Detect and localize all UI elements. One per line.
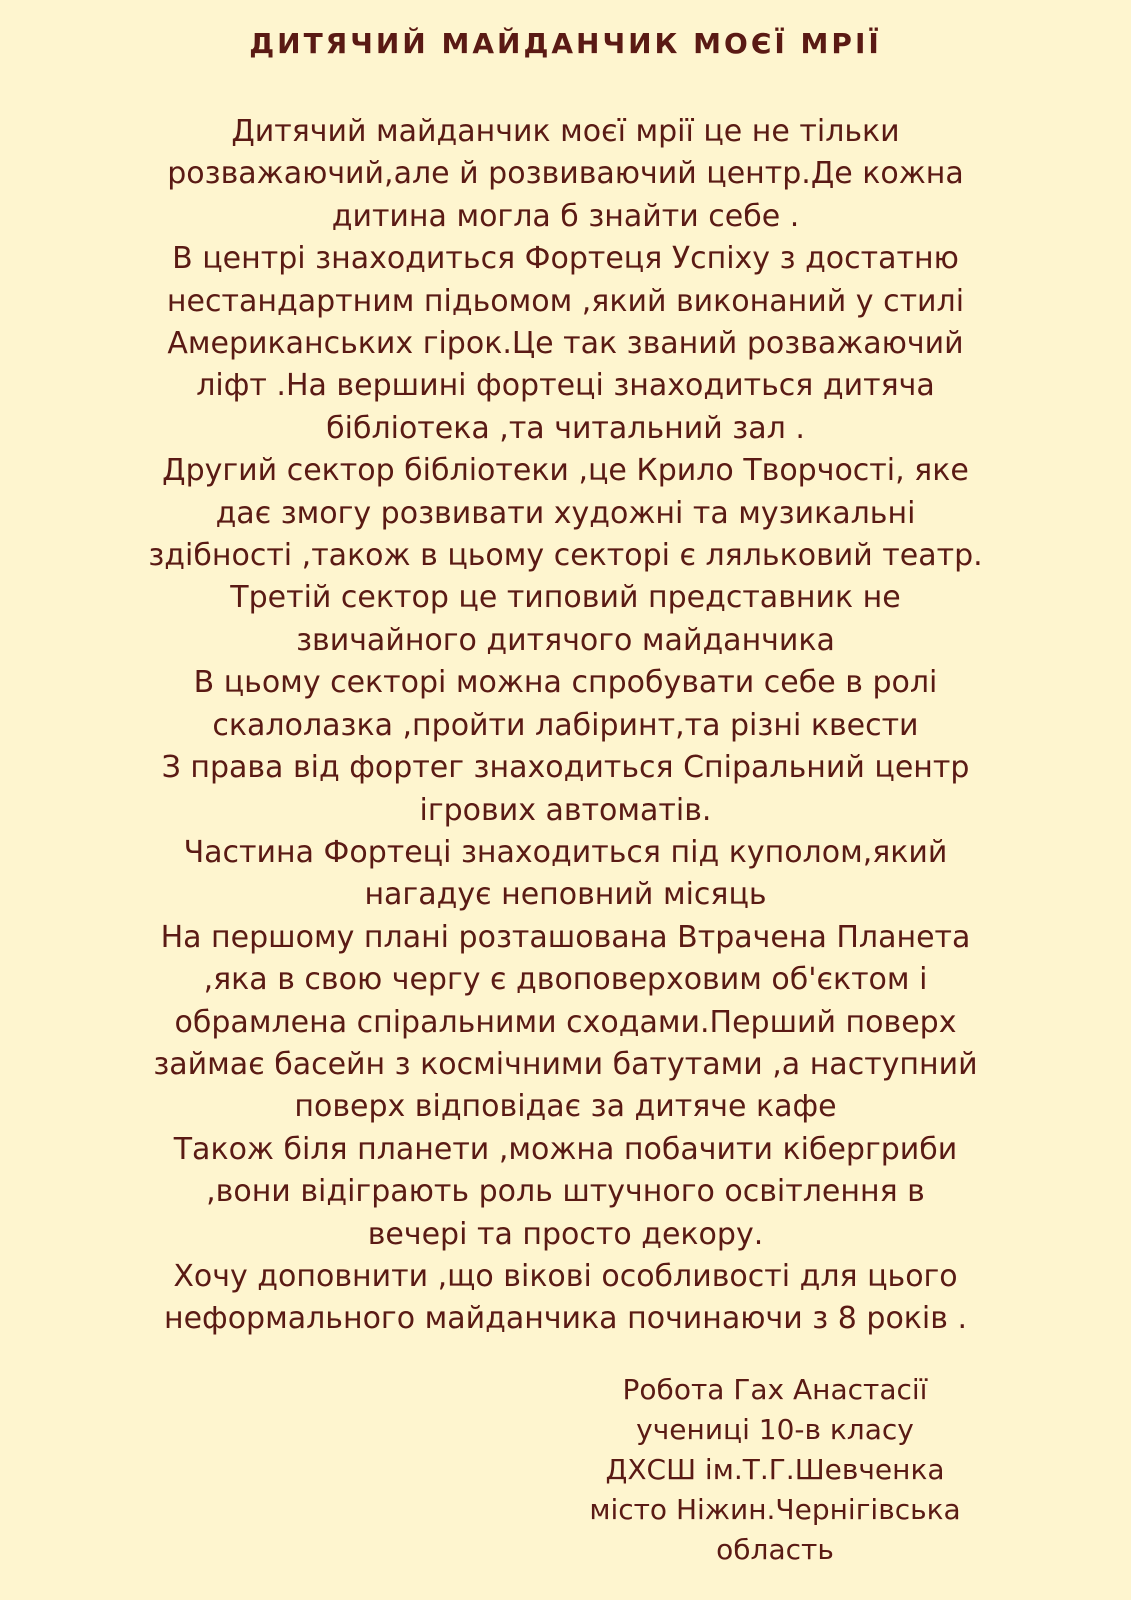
body-line: розважаючий,але й розвиваючий центр.Де кожна xyxy=(167,156,964,192)
body-line: Американських гірок.Це так званий розважаючий xyxy=(167,326,964,362)
body-line: займає басейн з космічними батутами ,а наступний xyxy=(153,1046,978,1082)
body-line: ,яка в свою чергу є двоповерховим обꞌєктом і xyxy=(203,962,928,998)
body-line: З права від фортег знаходиться Спіральний центр xyxy=(161,750,970,786)
body-line: дитина могла б знайти себе . xyxy=(331,198,800,234)
signature-line: ДХСШ ім.Т.Г.Шевченка xyxy=(605,1453,945,1486)
body-line: Третій сектор це типовий представник не xyxy=(230,580,901,616)
author-signature xyxy=(545,1370,1005,1570)
document-title: ДИТЯЧИЙ МАЙДАНЧИК МОЄЇ МРІЇ xyxy=(249,27,882,60)
signature-line: учениці 10-в класу xyxy=(636,1413,914,1446)
body-line: Частина Фортеці знаходиться під куполом,який xyxy=(183,834,948,870)
body-line: вечері та просто декору. xyxy=(367,1216,764,1252)
body-line: В центрі знаходиться Фортеця Успіху з достатню xyxy=(172,241,959,277)
body-line: ліфт .На вершині фортеці знаходиться дитяча xyxy=(196,368,935,404)
body-line: нагадує неповний місяць xyxy=(364,877,767,913)
body-line: ігрових автоматів. xyxy=(419,792,712,828)
signature-line: область xyxy=(716,1533,834,1566)
body-line: Хочу доповнити ,що вікові особливості для цього xyxy=(173,1258,958,1294)
body-line: здібності ,також в цьому секторі є ляльковий театр. xyxy=(148,538,983,574)
body-line: Другий сектор бібліотеки ,це Крило Творчості, яке xyxy=(162,453,969,489)
body-line: дає змогу розвивати художні та музикальні xyxy=(215,495,916,531)
body-line: неформального майданчика починаючи з 8 років . xyxy=(163,1301,968,1337)
body-line: Також біля планети ,можна побачити кібергриби xyxy=(173,1131,958,1167)
body-line: бібліотека ,та читальний зал . xyxy=(326,410,805,446)
body-line: скалолазка ,пройти лабіринт,та різні квести xyxy=(212,707,919,743)
signature-line: місто Ніжин.Чернігівська xyxy=(589,1493,961,1526)
body-line: звичайного дитячого майданчика xyxy=(296,622,835,658)
body-line: В цьому секторі можна спробувати себе в ролі xyxy=(193,665,938,701)
body-line: ,вони відіграють роль штучного освітлення в xyxy=(206,1174,925,1210)
body-line: обрамлена спіральними сходами.Перший поверх xyxy=(174,1004,957,1040)
signature-line: Робота Гах Анастасії xyxy=(622,1373,928,1406)
essay-body xyxy=(100,111,1031,1341)
body-line: На першому плані розташована Втрачена Планета xyxy=(160,919,971,955)
body-line: нестандартним підьомом ,який виконаний у стилі xyxy=(166,283,965,319)
body-line: поверх відповідає за дитяче кафе xyxy=(294,1089,837,1125)
body-line: Дитячий майданчик моєї мрії це не тільки xyxy=(231,114,900,149)
